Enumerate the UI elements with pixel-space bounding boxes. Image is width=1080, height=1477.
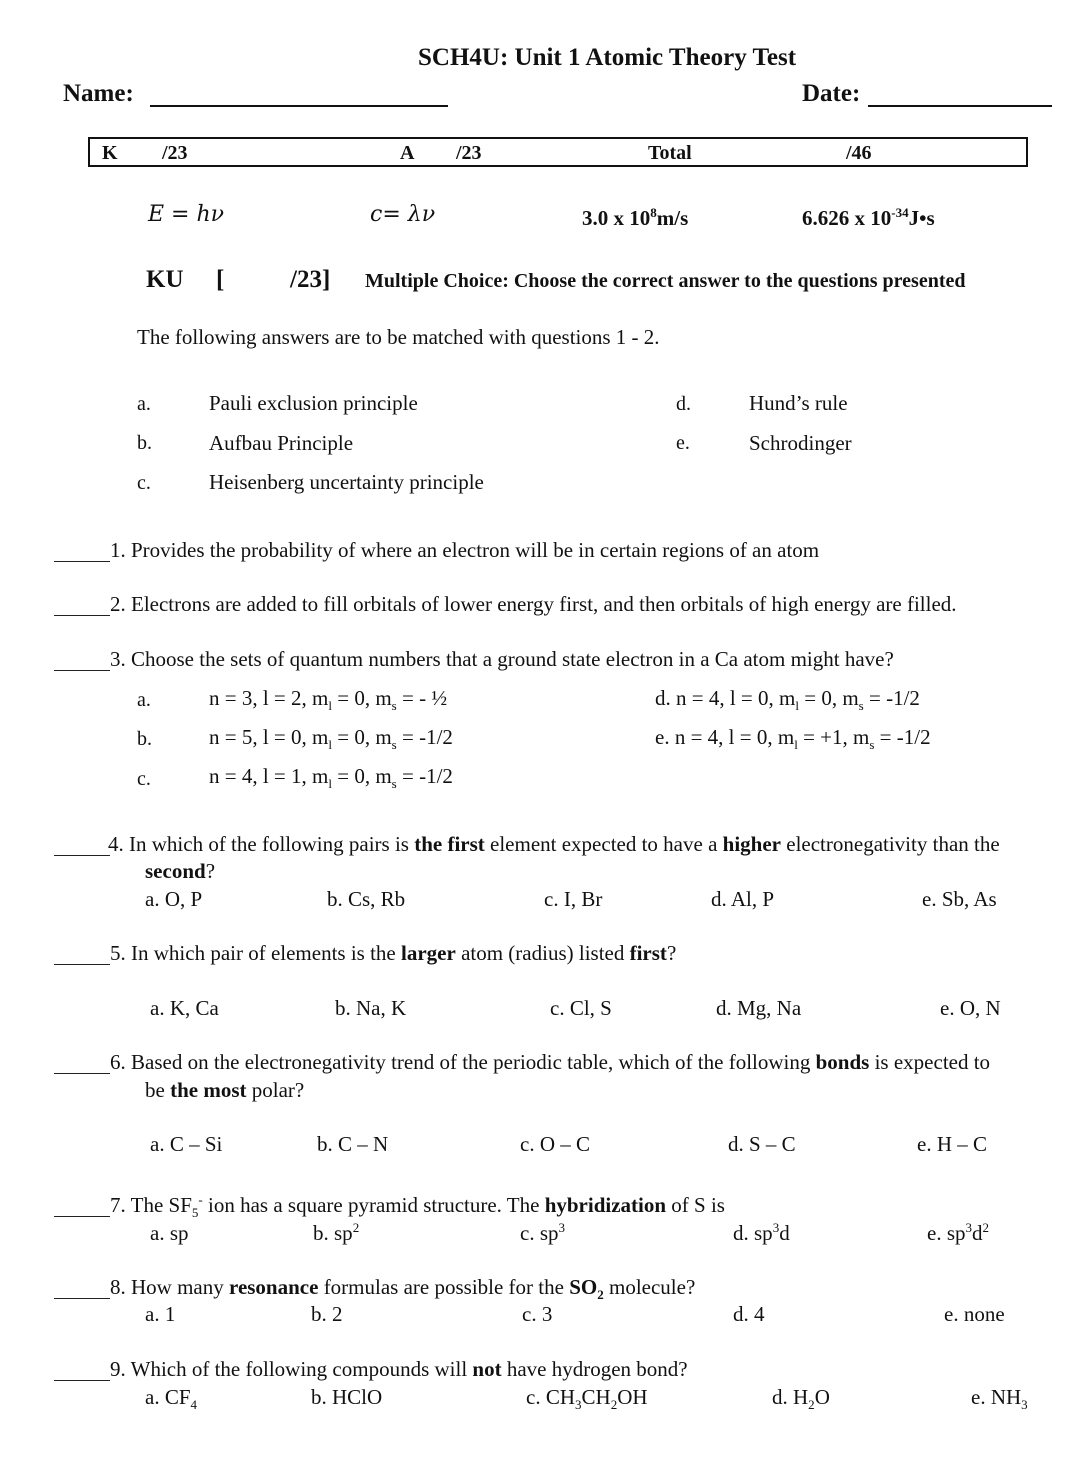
q6-option-e: e. H – C — [917, 1132, 987, 1156]
page-title: SCH4U: Unit 1 Atomic Theory Test — [418, 44, 797, 71]
q8-option-c: c. 3 — [522, 1302, 553, 1326]
question-8: 8. How many resonance formulas are possible for the $SO_2$ molecule? — [110, 1275, 696, 1303]
question-4: 4. In which of the following pairs is the first element expected to have a higher electronegativity than the — [108, 832, 1000, 856]
name-field[interactable] — [150, 105, 448, 107]
q5-option-b: b. Na, K — [335, 996, 407, 1020]
option-text: Heisenberg uncertainty principle — [209, 470, 484, 494]
planck-constant: 6.626 x $10^{-34}J•s$ — [802, 205, 935, 230]
score-box — [88, 137, 1028, 167]
option-letter: c. — [137, 472, 151, 494]
question-9: 9. Which of the following compounds will not have hydrogen bond? — [110, 1357, 688, 1381]
planck-relation: E = hν — [148, 202, 225, 227]
q8-option-b: b. 2 — [311, 1302, 343, 1326]
answer-blank-7[interactable] — [54, 1216, 110, 1217]
q6-option-c: c. O – C — [520, 1132, 590, 1156]
q8-option-d: d. 4 — [733, 1302, 765, 1326]
q9-option-b: b. HClO — [311, 1385, 383, 1409]
question-3: 3. Choose the sets of quantum numbers that a ground state electron in a Ca atom might have? — [110, 647, 894, 671]
q3-option-e: e. n = 4, l = 0, $m_l = +1$, $m_s = -1/2$ — [655, 725, 931, 753]
option-letter: c. — [137, 768, 151, 790]
answer-blank-1[interactable] — [54, 561, 110, 562]
question-4-line-2: second? — [145, 859, 216, 883]
wave-relation: c= λν — [370, 202, 436, 227]
q5-option-d: d. Mg, Na — [716, 996, 802, 1020]
option-letter: b. — [137, 432, 152, 454]
speed-of-light: 3.0 x $10^8m/s$ — [582, 205, 689, 230]
total-score: /46 — [846, 142, 872, 164]
option-text: Hund’s rule — [749, 391, 848, 415]
q4-option-e: e. Sb, As — [922, 887, 997, 911]
option-text: Aufbau Principle — [209, 431, 354, 455]
section-instruction: Multiple Choice: Choose the correct answer to the questions presented — [365, 270, 966, 292]
a-score: /23 — [456, 142, 482, 164]
q4-option-d: d. Al, P — [711, 887, 775, 911]
date-label: Date: — [802, 80, 861, 107]
q7-option-e: e. $sp^3d^2$ — [927, 1220, 990, 1245]
q5-option-e: e. O, N — [940, 996, 1001, 1020]
q6-option-b: b. C – N — [317, 1132, 389, 1156]
q3-option-c: n = 4, l = 1, $m_l = 0$, $m_s = -1/2$ — [209, 764, 453, 792]
matching-intro: The following answers are to be matched with questions 1 - 2. — [137, 325, 660, 349]
q3-option-d: d. n = 4, l = 0, $m_l = 0$, $m_s = -1/2$ — [655, 686, 920, 714]
answer-blank-5[interactable] — [54, 964, 110, 965]
q3-option-b: n = 5, l = 0, $m_l = 0$, $m_s = -1/2$ — [209, 725, 453, 753]
a-label: A — [400, 142, 415, 164]
question-7: 7. The $SF_5^-$ ion has a square pyramid structure. The hybridization of S is — [110, 1192, 725, 1221]
question-5: 5. In which pair of elements is the larger atom (radius) listed first? — [110, 941, 677, 965]
option-letter: d. — [676, 393, 691, 415]
option-letter: b. — [137, 728, 152, 750]
q4-option-b: b. Cs, Rb — [327, 887, 406, 911]
ku-score: /23] — [290, 266, 331, 293]
q9-option-c: c. $CH_3CH_2OH$ — [526, 1385, 648, 1413]
total-label: Total — [648, 142, 692, 164]
q7-option-c: c. $sp^3$ — [520, 1220, 566, 1245]
option-letter: a. — [137, 393, 151, 415]
answer-blank-6[interactable] — [54, 1073, 110, 1074]
name-label: Name: — [63, 80, 134, 107]
q3-option-a: n = 3, l = 2, $m_l = 0$, $m_s$ = - ½ — [209, 686, 448, 714]
question-2: 2. Electrons are added to fill orbitals of lower energy first, and then orbitals of high energy are filled. — [110, 592, 957, 616]
q5-option-c: c. Cl, S — [550, 996, 612, 1020]
q4-option-c: c. I, Br — [544, 887, 603, 911]
q4-option-a: a. O, P — [145, 887, 203, 911]
q7-option-b: b. $sp^2$ — [313, 1220, 360, 1245]
q6-option-a: a. C – Si — [150, 1132, 223, 1156]
option-text: Schrodinger — [749, 431, 852, 455]
date-field[interactable] — [868, 105, 1052, 107]
ku-bracket: [ — [216, 266, 225, 293]
q6-option-d: d. S – C — [728, 1132, 796, 1156]
q7-option-a: a. sp — [150, 1221, 189, 1245]
q8-option-e: e. none — [944, 1302, 1005, 1326]
ku-label: KU — [146, 266, 184, 293]
answer-blank-2[interactable] — [54, 615, 110, 616]
answer-blank-8[interactable] — [54, 1298, 110, 1299]
answer-blank-9[interactable] — [54, 1380, 110, 1381]
option-letter: e. — [676, 432, 690, 454]
q8-option-a: a. 1 — [145, 1302, 176, 1326]
answer-blank-4[interactable] — [54, 855, 110, 856]
q9-option-d: d. $H_2O$ — [772, 1385, 830, 1413]
q5-option-a: a. K, Ca — [150, 996, 219, 1020]
k-label: K — [102, 142, 118, 164]
q7-option-d: d. $sp^3d$ — [733, 1220, 790, 1245]
q9-option-a: a. $CF_4$ — [145, 1385, 198, 1413]
question-6-line-2: be the most polar? — [145, 1078, 305, 1102]
k-score: /23 — [162, 142, 188, 164]
question-1: 1. Provides the probability of where an electron will be in certain regions of an atom — [110, 538, 820, 562]
option-letter: a. — [137, 689, 151, 711]
option-text: Pauli exclusion principle — [209, 391, 418, 415]
answer-blank-3[interactable] — [54, 670, 110, 671]
question-6: 6. Based on the electronegativity trend of the periodic table, which of the following bonds is expected to — [110, 1050, 991, 1074]
q9-option-e: e. $NH_3$ — [971, 1385, 1028, 1413]
